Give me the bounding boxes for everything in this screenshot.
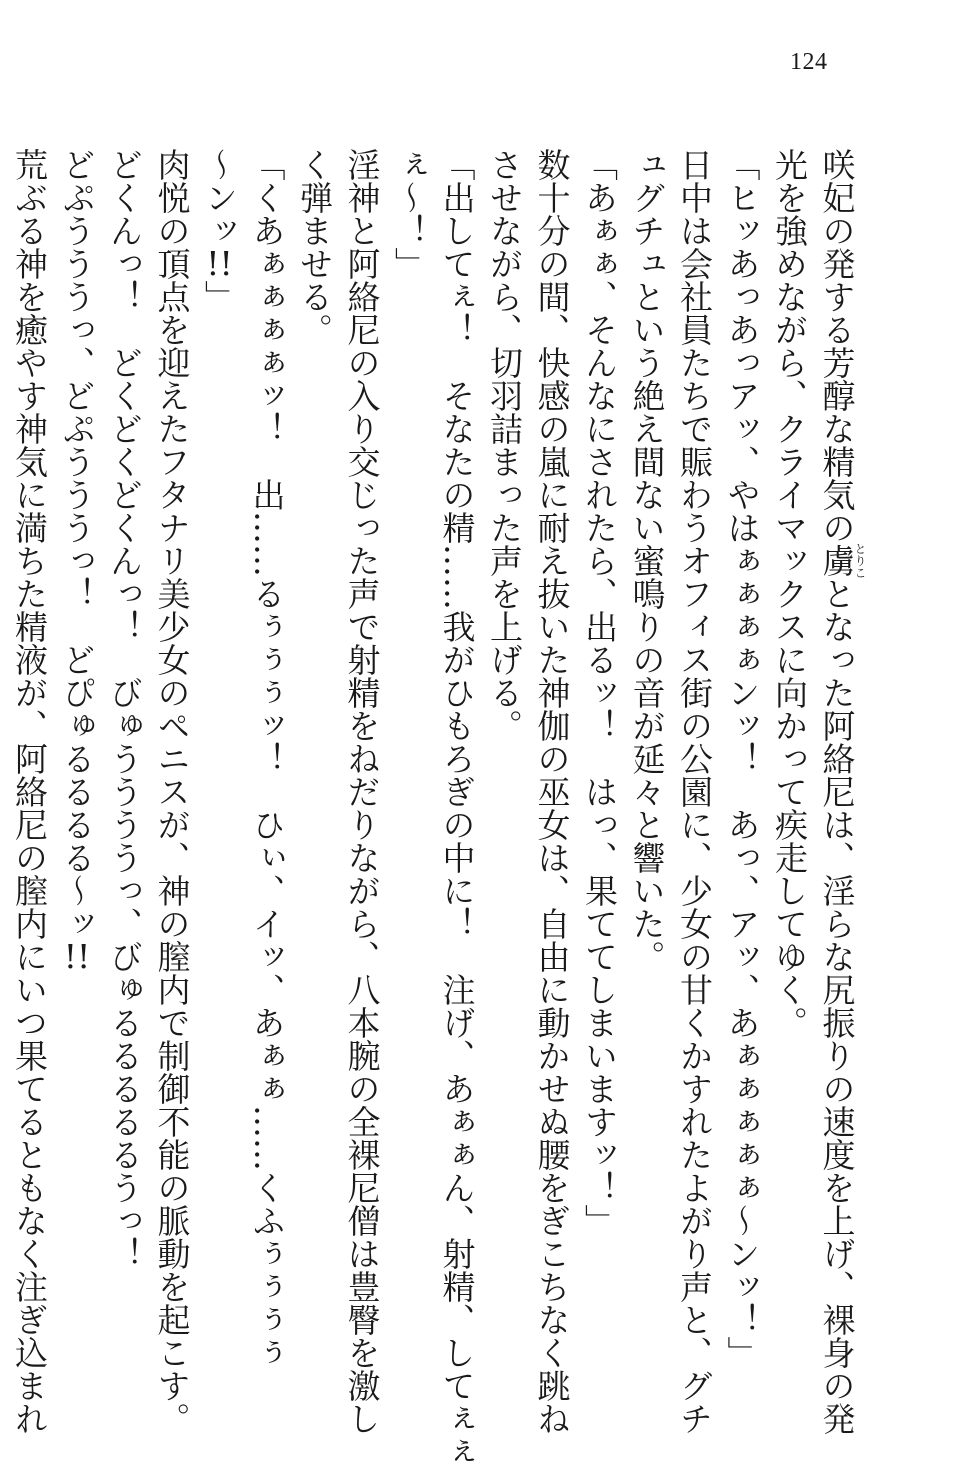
- text-line: 数十分の間、快感の嵐に耐え抜いた神伽の巫女は、自由に動かせぬ腰をぎこちなく跳ね: [532, 148, 572, 1435]
- text-line: 日中は会社員たちで賑わうオフィス街の公園に、少女の甘くかすれたよがり声と、グチ: [675, 148, 714, 1435]
- text-line: ～ンッ!!」: [200, 148, 239, 313]
- text-line: 淫神と阿絡尼の入り交じった声で射精をねだりながら、八本腕の全裸尼僧は豊臀を激し: [342, 148, 382, 1435]
- text-line: 「ヒッあっあっアッ、やはぁぁぁぁンッ！ あっ、アッ、あぁぁぁぁぁ～ンッ！」: [722, 148, 762, 1369]
- ruby-annotation: 虜とりこ: [817, 542, 867, 579]
- text-line: 「あぁぁ、そんなにされたら、出るッ！ はっ、果ててしまいますッ！」: [580, 148, 619, 1237]
- text-line: どくんっ！ どくどくどくんっ！ びゅううううっ、びゅるるるるるうっ！: [105, 148, 144, 1270]
- text-line: させながら、切羽詰まった声を上げる。: [485, 148, 524, 742]
- text-line: 荒ぶる神を癒やす神気に満ちた精液が、阿絡尼の膣内にいつ果てるともなく注ぎ込まれ: [10, 148, 49, 1435]
- text-line: どぷうううっ、どぷうううっ！ どぴゅるるるる～ッ!!: [57, 148, 97, 973]
- text-line: 「出してぇ！ そなたの精……我がひもろぎの中に！ 注げ、あぁぁん、射精、してぇぇ: [437, 148, 477, 1468]
- text-line: く弾ませる。: [295, 148, 334, 346]
- text-line: 咲妃の発する芳醇な精気の虜とりことなった阿絡尼は、淫らな尻振りの速度を上げ、裸身の発: [817, 148, 867, 1435]
- text-line: ぇ～！」: [390, 148, 429, 280]
- page-number: 124: [790, 49, 828, 75]
- text-line: ュグチュという絶え間ない蜜鳴りの音が延々と響いた。: [627, 148, 667, 973]
- text-line: 「くあぁぁぁぁッ！ 出……るぅぅぅッ！ ひぃ、イッ、あぁぁ……くふぅぅぅぅ: [247, 148, 287, 1369]
- text-line: 光を強めながら、クライマックスに向かって疾走してゆく。: [770, 148, 809, 1039]
- text-line: 肉悦の頂点を迎えたフタナリ美少女のペニスが、神の膣内で制御不能の脈動を起こす。: [152, 148, 192, 1435]
- body-text: [6, 148, 867, 1468]
